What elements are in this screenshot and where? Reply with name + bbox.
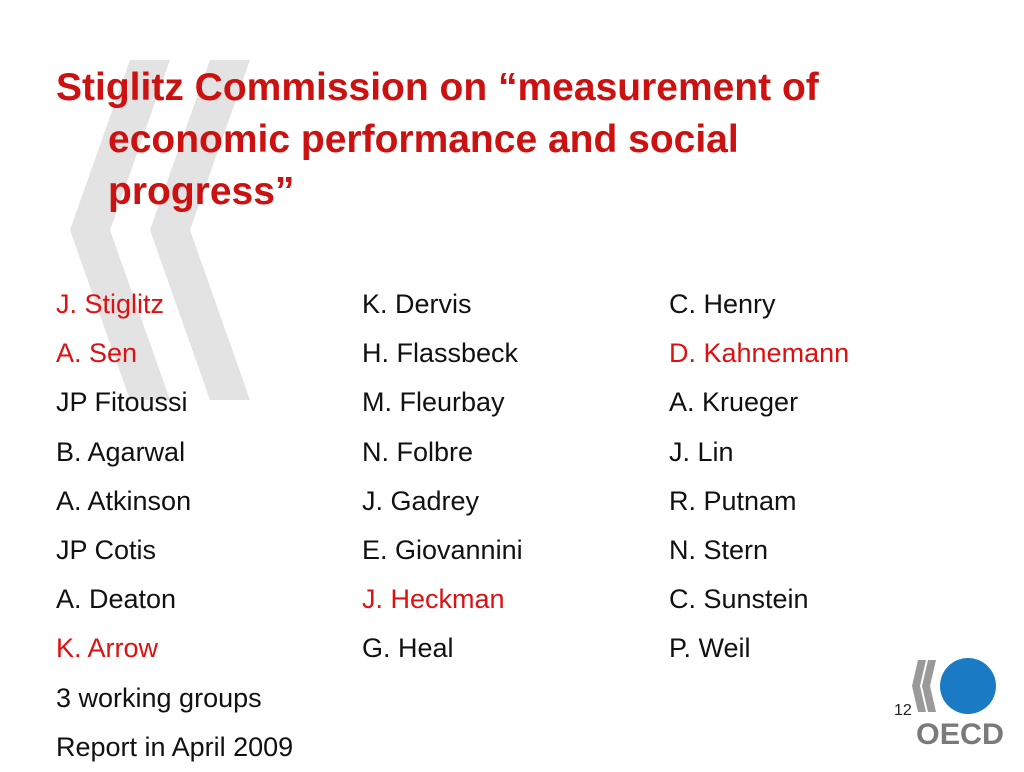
member-name: A. Krueger: [669, 387, 799, 418]
member-name: K. Dervis: [362, 289, 472, 319]
member-name: D. Kahnemann: [669, 338, 850, 369]
member-name: C. Henry: [669, 289, 776, 319]
member-column-3: [669, 280, 849, 674]
member-column-1: [56, 280, 293, 772]
member-name: J. Gadrey: [362, 485, 480, 516]
member-name: JP Fitoussi: [56, 387, 188, 418]
oecd-logo-icon: [912, 656, 1004, 748]
member-name: A. Atkinson: [56, 485, 192, 516]
member-name: J. Stiglitz: [56, 289, 165, 319]
member-name: G. Heal: [362, 633, 454, 664]
member-name: J. Heckman: [362, 584, 505, 615]
slide-title: [56, 62, 976, 218]
member-column-2: [362, 280, 523, 674]
member-name: A. Deaton: [56, 584, 177, 615]
member-name: JP Cotis: [56, 535, 157, 566]
member-name: A. Sen: [56, 338, 138, 369]
member-name: B. Agarwal: [56, 436, 186, 467]
member-name: R. Putnam: [669, 485, 797, 516]
logo-text: OECD: [916, 718, 1004, 748]
page-number: 12: [894, 702, 912, 719]
report-date-note: Report in April 2009: [56, 731, 294, 762]
member-name: P. Weil: [669, 633, 751, 664]
member-name: N. Stern: [669, 535, 769, 566]
title-line-1: Stiglitz Commission on “measurement of: [56, 66, 819, 109]
member-name: M. Fleurbay: [362, 387, 505, 418]
member-name: H. Flassbeck: [362, 338, 519, 369]
member-name: J. Lin: [669, 436, 734, 467]
member-name: E. Giovannini: [362, 535, 523, 566]
member-name: N. Folbre: [362, 436, 474, 467]
working-groups-note: 3 working groups: [56, 682, 262, 713]
title-line-2: economic performance and social: [108, 118, 739, 161]
member-name: K. Arrow: [56, 633, 159, 664]
title-line-3: progress”: [108, 170, 295, 213]
member-name: C. Sunstein: [669, 584, 809, 615]
